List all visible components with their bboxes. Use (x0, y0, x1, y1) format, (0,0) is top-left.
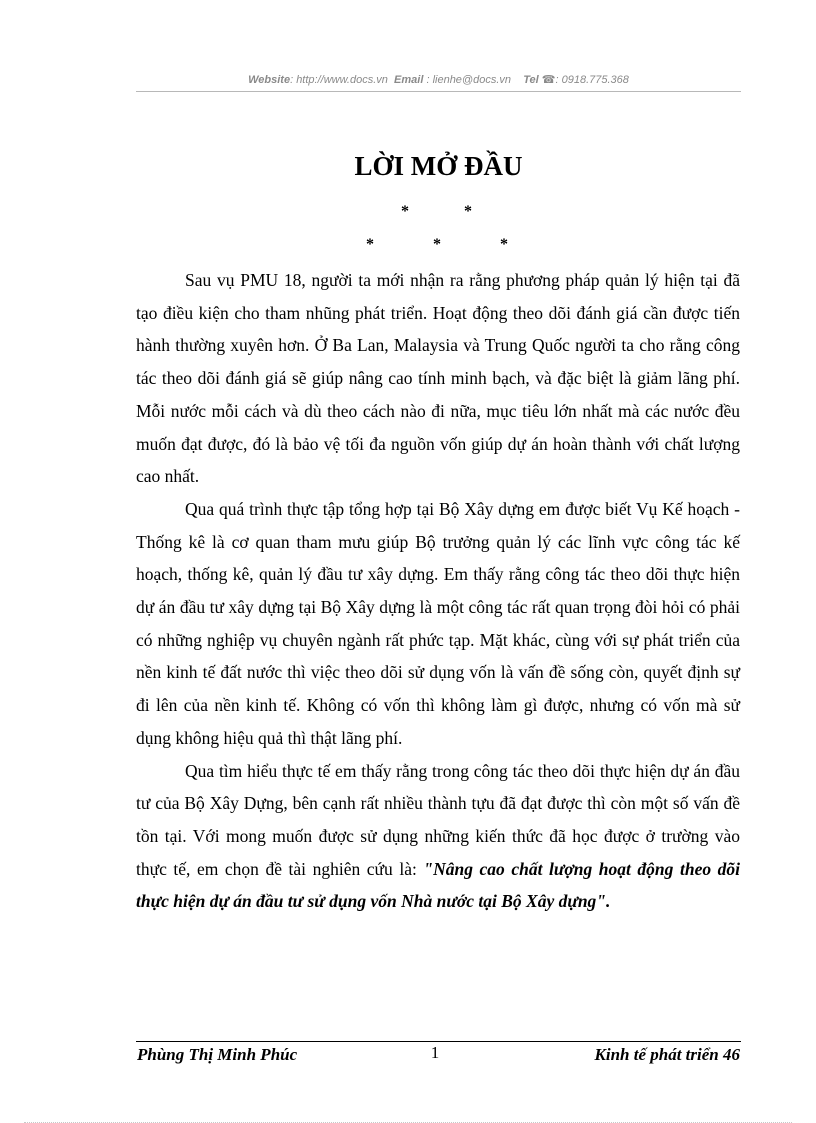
star-ornament: * (401, 203, 409, 220)
email-value: : lienhe@docs.vn (426, 74, 511, 86)
website-label: Website (248, 74, 291, 86)
page-title: LỜI MỞ ĐẦU (354, 151, 523, 181)
email-label: Email (394, 74, 424, 86)
star-row-2 (0, 236, 816, 256)
footer-major: Kinh tế phát triển 46 (594, 1045, 740, 1064)
star-ornament: * (366, 236, 374, 253)
website-value: : http://www.docs.vn (290, 74, 388, 86)
star-ornament: * (464, 203, 472, 220)
phone-icon: ☎ (541, 74, 556, 86)
star-row-1 (0, 203, 816, 223)
page-header (136, 72, 741, 92)
thesis-topic: "Nâng cao chất lượng hoạt động theo dõi thực hiện dự án đầu tư sử dụng vốn Nhà nước tại Bộ Xây dựng". (136, 858, 740, 912)
footer-author: Phùng Thị Minh Phúc (137, 1045, 298, 1064)
body-text (136, 264, 740, 918)
footer-rule (136, 1041, 741, 1042)
page-number: 1 (430, 1043, 440, 1062)
star-ornament: * (433, 236, 441, 253)
star-ornament: * (500, 236, 508, 253)
tel-value: : 0918.775.368 (555, 74, 629, 86)
paragraph-2: Qua quá trình thực tập tổng hợp tại Bộ Xây dựng em được biết Vụ Kế hoạch - Thống kê là cơ quan tham mưu giúp Bộ trưởng quản lý các lĩnh vực công tác kế hoạch, thống kê, quản lý đầu tư xây dựng. Em thấy rằng công tác theo dõi thực hiện dự án đầu tư xây dựng tại Bộ Xây dựng là một công tác rất quan trọng đòi hỏi có phải có những nghiệp vụ chuyên ngành rất phức tạp. Mặt khác, cùng với sự phát triển của nền kinh tế đất nước thì việc theo dõi sử dụng vốn là vấn đề sống còn, quyết định sự đi lên của nền kinh tế. Không có vốn thì không làm gì được, nhưng có vốn mà sử dụng không hiệu quả thì thật lãng phí. (136, 498, 740, 748)
paragraph-3 (136, 755, 740, 919)
paragraph-3-intro: Qua tìm hiểu thực tế em thấy rằng trong công tác theo dõi thực hiện dự án đầu tư của Bộ Xây Dựng, bên cạnh rất nhiều thành tựu đã đạt được thì còn một số vấn đề tồn tại. Với mong muốn được sử dụng những kiến thức đã học được ở trường vào thực tế, em chọn đề tài nghiên cứu là: (136, 760, 740, 879)
tel-label: Tel (523, 74, 539, 86)
paragraph-1: Sau vụ PMU 18, người ta mới nhận ra rằng phương pháp quản lý hiện tại đã tạo điều kiện cho tham nhũng phát triển. Hoạt động theo dõi đánh giá cần được tiến hành thường xuyên hơn. Ở Ba Lan, Malaysia và Trung Quốc người ta cho rằng công tác theo dõi đánh giá sẽ giúp nâng cao tính minh bạch, và đặc biệt là giảm lãng phí. Mỗi nước mỗi cách và dù theo cách nào đi nữa, mục tiêu lớn nhất mà các nước đều muốn đạt được, đó là bảo vệ tối đa nguồn vốn giúp dự án hoàn thành với chất lượng cao nhất. (136, 270, 740, 487)
